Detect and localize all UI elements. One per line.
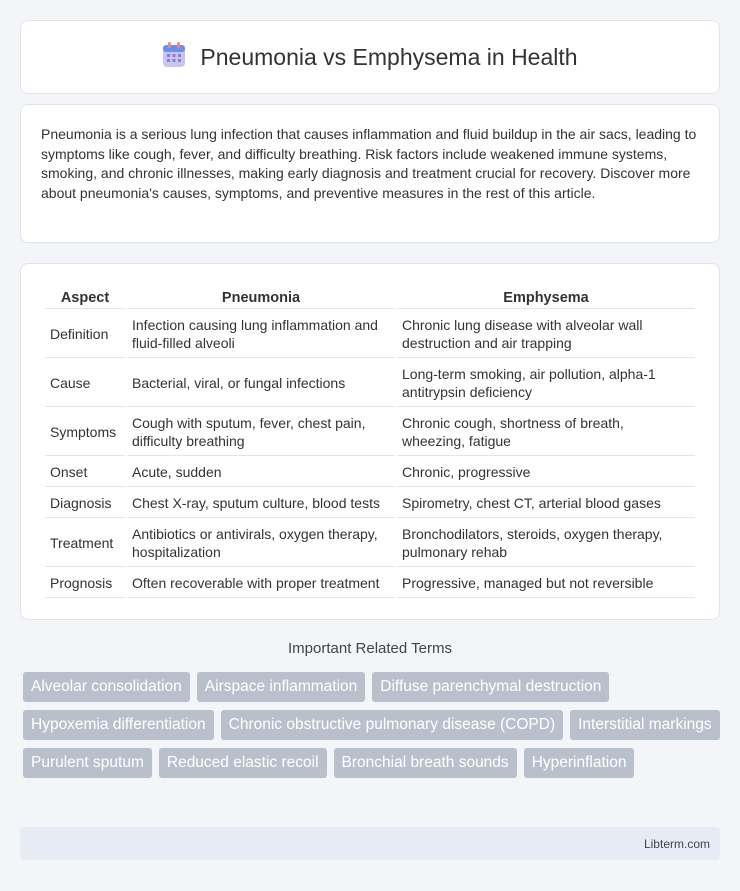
- row-emphysema: Chronic lung disease with alveolar wall destruction and air trapping: [397, 311, 695, 358]
- related-terms-title: Important Related Terms: [288, 640, 452, 657]
- related-term-tag[interactable]: Alveolar consolidation: [23, 672, 190, 702]
- row-aspect: Symptoms: [45, 409, 125, 456]
- related-term-tag[interactable]: Interstitial markings: [570, 710, 720, 740]
- related-term-tag[interactable]: Purulent sputum: [23, 748, 152, 778]
- row-emphysema: Progressive, managed but not reversible: [397, 569, 695, 598]
- related-term-tag[interactable]: Hyperinflation: [524, 748, 635, 778]
- related-term-tag[interactable]: Diffuse parenchymal destruction: [372, 672, 609, 702]
- table-row: [45, 489, 695, 518]
- related-term-tag[interactable]: Reduced elastic recoil: [159, 748, 327, 778]
- table-row: [45, 409, 695, 456]
- row-aspect: Definition: [45, 311, 125, 358]
- row-pneumonia: Acute, sudden: [127, 458, 395, 487]
- row-emphysema: Bronchodilators, steroids, oxygen therapy, pulmonary rehab: [397, 520, 695, 567]
- row-aspect: Cause: [45, 360, 125, 407]
- comparison-table: [43, 284, 697, 600]
- related-term-tag[interactable]: Bronchial breath sounds: [334, 748, 517, 778]
- related-terms-list: [23, 672, 723, 778]
- row-emphysema: Spirometry, chest CT, arterial blood gases: [397, 489, 695, 518]
- header-emphysema: Emphysema: [397, 286, 695, 309]
- calendar-icon: [162, 42, 186, 73]
- row-pneumonia: Antibiotics or antivirals, oxygen therapy, hospitalization: [127, 520, 395, 567]
- related-term-tag[interactable]: Airspace inflammation: [197, 672, 365, 702]
- row-emphysema: Chronic, progressive: [397, 458, 695, 487]
- row-aspect: Diagnosis: [45, 489, 125, 518]
- row-pneumonia: Cough with sputum, fever, chest pain, difficulty breathing: [127, 409, 395, 456]
- row-emphysema: Chronic cough, shortness of breath, wheezing, fatigue: [397, 409, 695, 456]
- footer-link[interactable]: Libterm.com: [643, 836, 710, 851]
- table-row: [45, 458, 695, 487]
- row-aspect: Onset: [45, 458, 125, 487]
- header-aspect: Aspect: [45, 286, 125, 309]
- row-pneumonia: Often recoverable with proper treatment: [127, 569, 395, 598]
- row-aspect: Treatment: [45, 520, 125, 567]
- related-term-tag[interactable]: Chronic obstructive pulmonary disease (COPD): [221, 710, 563, 740]
- row-pneumonia: Chest X-ray, sputum culture, blood tests: [127, 489, 395, 518]
- row-pneumonia: Bacterial, viral, or fungal infections: [127, 360, 395, 407]
- page-title: Pneumonia vs Emphysema in Health: [200, 43, 578, 70]
- table-row: [45, 360, 695, 407]
- row-pneumonia: Infection causing lung inflammation and fluid-filled alveoli: [127, 311, 395, 358]
- table-row: [45, 569, 695, 598]
- header-pneumonia: Pneumonia: [127, 286, 395, 309]
- title-wrap: [162, 42, 577, 73]
- related-term-tag[interactable]: Hypoxemia differentiation: [23, 710, 214, 740]
- table-row: [45, 520, 695, 567]
- header-card: [20, 20, 720, 94]
- row-emphysema: Long-term smoking, air pollution, alpha-1 antitrypsin deficiency: [397, 360, 695, 407]
- row-aspect: Prognosis: [45, 569, 125, 598]
- table-row: [45, 311, 695, 358]
- footer: [20, 827, 720, 860]
- intro-card: [20, 104, 720, 243]
- intro-text: Pneumonia is a serious lung infection that causes inflammation and fluid buildup in the air sacs, leading to symptoms like cough, fever, and difficulty breathing. Risk factors include weakened immune systems, smoking, and chronic illnesses, making early diagnosis and treatment crucial for recovery. Discover more about pneumonia's causes, symptoms, and preventive measures in the rest of this article.: [41, 126, 697, 201]
- comparison-card: [20, 263, 720, 620]
